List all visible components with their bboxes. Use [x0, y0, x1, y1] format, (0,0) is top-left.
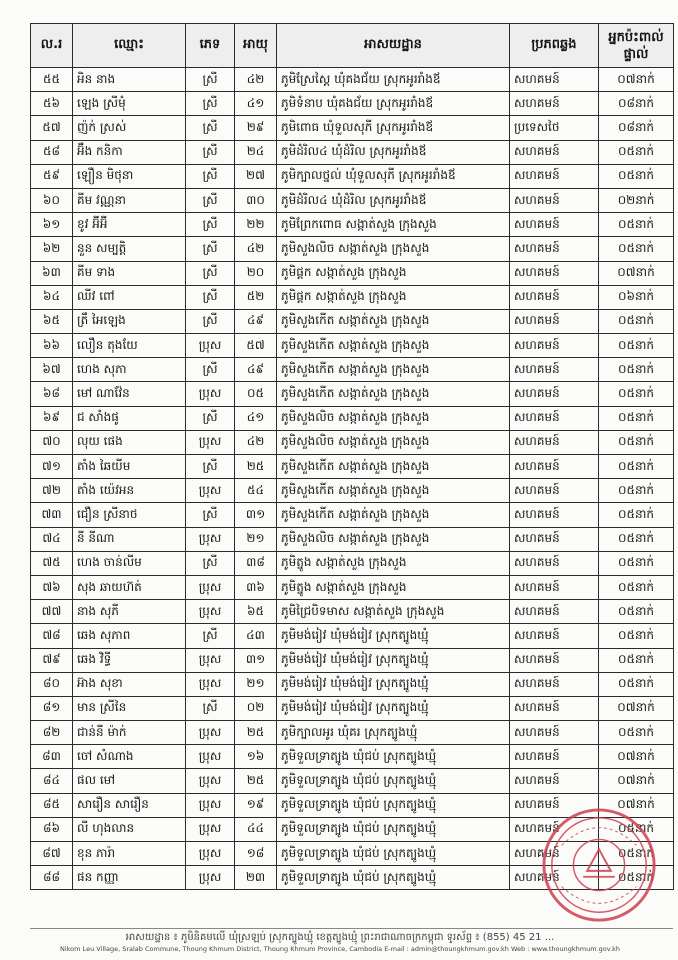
patient-age: ៣១ [235, 503, 277, 527]
row-number: ៨៧ [31, 842, 73, 866]
table-row [31, 237, 674, 261]
patient-address: ភូមិដំរិល៤ ឃុំដំរិល ស្រុកអូររាំងឪ [277, 140, 510, 164]
table-row [31, 503, 674, 527]
patient-name: ផន កញ្ញា [73, 866, 186, 890]
patient-age: ០២ [235, 696, 277, 720]
patient-age: ៥៤ [235, 479, 277, 503]
patient-address: ភូមិផ្គក សង្កាត់សួង ក្រុងសួង [277, 285, 510, 309]
row-number: ៧៥ [31, 551, 73, 575]
row-number: ៦៨ [31, 382, 73, 406]
patient-age: ៤១ [235, 92, 277, 116]
row-number: ៧៣ [31, 503, 73, 527]
row-number: ៨៨ [31, 866, 73, 890]
patient-address: ភូមិផ្គក សង្កាត់សួង ក្រុងសួង [277, 261, 510, 285]
row-number: ៧៨ [31, 624, 73, 648]
infection-source: សហគមន៍ [510, 237, 599, 261]
patient-sex: ស្រី [186, 551, 235, 575]
row-number: ៦១ [31, 213, 73, 237]
direct-contacts: ០៥នាក់ [599, 600, 674, 624]
patient-age: ១៦ [235, 745, 277, 769]
table-body [31, 68, 674, 890]
patient-name: ផល មៅ [73, 769, 186, 793]
patient-sex: ស្រី [186, 261, 235, 285]
table-row [31, 455, 674, 479]
patient-sex: ស្រី [186, 624, 235, 648]
patient-sex: ប្រុស [186, 721, 235, 745]
row-number: ៦៣ [31, 261, 73, 285]
row-number: ៥៧ [31, 116, 73, 140]
patient-name: ឡេង ស្រីមុំ [73, 92, 186, 116]
patient-name: គីម វណ្ណនា [73, 188, 186, 212]
patient-sex: ប្រុស [186, 842, 235, 866]
patient-age: ៣០ [235, 188, 277, 212]
infection-source: សហគមន៍ [510, 188, 599, 212]
row-number: ៨២ [31, 721, 73, 745]
table-row [31, 406, 674, 430]
patient-name: ខុន ភារ៉ា [73, 842, 186, 866]
infection-source: សហគមន៍ [510, 164, 599, 188]
direct-contacts: ០៨នាក់ [599, 92, 674, 116]
infection-source: សហគមន៍ [510, 866, 599, 890]
patient-age: ៤៤ [235, 817, 277, 841]
direct-contacts: ០៦នាក់ [599, 285, 674, 309]
table-row [31, 600, 674, 624]
direct-contacts: ០៥នាក់ [599, 334, 674, 358]
header-sex: ភេទ [186, 24, 235, 68]
table-row [31, 116, 674, 140]
patient-sex: ស្រី [186, 237, 235, 261]
table-row [31, 68, 674, 92]
table-row [31, 769, 674, 793]
infection-source: សហគមន៍ [510, 624, 599, 648]
patient-sex: ប្រុស [186, 648, 235, 672]
infection-source: សហគមន៍ [510, 479, 599, 503]
row-number: ៧៧ [31, 600, 73, 624]
patient-name: តាំង យ៉េវអន [73, 479, 186, 503]
direct-contacts: ០៨នាក់ [599, 116, 674, 140]
patient-address: ភូមិសួងលិច សង្កាត់សួង ក្រុងសួង [277, 527, 510, 551]
table-row [31, 479, 674, 503]
patient-address: ភូមិសួងកើត សង្កាត់សួង ក្រុងសួង [277, 334, 510, 358]
table-row [31, 334, 674, 358]
infection-source: សហគមន៍ [510, 309, 599, 333]
infection-source: សហគមន៍ [510, 769, 599, 793]
direct-contacts: ០៥នាក់ [599, 213, 674, 237]
patient-sex: ប្រុស [186, 793, 235, 817]
patient-name: នាង សុភី [73, 600, 186, 624]
table-row [31, 575, 674, 599]
patient-name: នី នីណា [73, 527, 186, 551]
patient-sex: ស្រី [186, 188, 235, 212]
patient-address: ភូមិទួលទ្រាត្បូង ឃុំជប់ ស្រុកត្បូងឃ្មុំ [277, 793, 510, 817]
patient-name: ឡឿន មិថុនា [73, 164, 186, 188]
patient-sex: ប្រុស [186, 745, 235, 769]
patient-address: ភូមិសួងលិច សង្កាត់សួង ក្រុងសួង [277, 406, 510, 430]
infection-source: សហគមន៍ [510, 358, 599, 382]
direct-contacts: ០៥នាក់ [599, 140, 674, 164]
table-row [31, 696, 674, 720]
infection-source: សហគមន៍ [510, 68, 599, 92]
header-name: ឈ្មោះ [73, 24, 186, 68]
infection-source: សហគមន៍ [510, 382, 599, 406]
header-address: អាសយដ្ឋាន [277, 24, 510, 68]
patient-sex: ស្រី [186, 503, 235, 527]
patient-age: ២៥ [235, 769, 277, 793]
patient-name: ឈីវ ពៅ [73, 285, 186, 309]
patient-sex: ស្រី [186, 285, 235, 309]
direct-contacts: ០៥នាក់ [599, 672, 674, 696]
patient-address: ភូមិទួលទ្រាត្បូង ឃុំជប់ ស្រុកត្បូងឃ្មុំ [277, 842, 510, 866]
table-row [31, 309, 674, 333]
patient-name: តាំង ឆៃយីម [73, 455, 186, 479]
table-row [31, 672, 674, 696]
direct-contacts: ០៧នាក់ [599, 769, 674, 793]
patient-age: ៤៣ [235, 624, 277, 648]
patient-age: ៣១ [235, 648, 277, 672]
patient-name: ជឿន ស្រីនាថ [73, 503, 186, 527]
patient-name: ជ សាំងផូ [73, 406, 186, 430]
infection-source: សហគមន៍ [510, 334, 599, 358]
infection-source: សហគមន៍ [510, 793, 599, 817]
patient-address: ភូមិពោធ ឃុំទួលសុភី ស្រុកអូររាំងឪ [277, 116, 510, 140]
table-row [31, 551, 674, 575]
patient-sex: ប្រុស [186, 334, 235, 358]
patient-age: ៤៩ [235, 309, 277, 333]
patient-address: ភូមិទួលទ្រាត្បូង ឃុំជប់ ស្រុកត្បូងឃ្មុំ [277, 817, 510, 841]
patient-age: ៤១ [235, 406, 277, 430]
infection-source: សហគមន៍ [510, 430, 599, 454]
patient-age: ៥៧ [235, 334, 277, 358]
patient-name: ឆេង សុភាព [73, 624, 186, 648]
patient-name: ជាន់នី ម៉ាក់ [73, 721, 186, 745]
direct-contacts: ០៥នាក់ [599, 551, 674, 575]
infection-source: សហគមន៍ [510, 745, 599, 769]
row-number: ៧៦ [31, 575, 73, 599]
direct-contacts: ០៥នាក់ [599, 721, 674, 745]
infection-source: សហគមន៍ [510, 261, 599, 285]
patient-address: ភូមិដំរិល៤ ឃុំដំរិល ស្រុកអូររាំងឪ [277, 188, 510, 212]
footer-address-english: Nikom Leu Village, Sralab Commune, Thoung Khmum District, Thoung Khmum Province, Cambodia E-mail : admin@thoungkhmum.gov.kh Web : www.thoungkhmum.gov.kh [59, 945, 621, 953]
patient-name: អិន នាង [73, 68, 186, 92]
row-number: ៨១ [31, 696, 73, 720]
table-row [31, 92, 674, 116]
direct-contacts: ០៥នាក់ [599, 575, 674, 599]
header-contacts: អ្នកប៉ះពាល់ផ្ទាល់ [599, 24, 674, 68]
patient-age: ២១ [235, 527, 277, 551]
patient-sex: ប្រុស [186, 817, 235, 841]
direct-contacts: ០៥នាក់ [599, 164, 674, 188]
patient-sex: ប្រុស [186, 866, 235, 890]
patient-address: ភូមិសួងកើត សង្កាត់សួង ក្រុងសួង [277, 382, 510, 406]
patient-sex: ស្រី [186, 164, 235, 188]
row-number: ៦៥ [31, 309, 73, 333]
patient-address: ភូមិព្រែកពោធ សង្កាត់សួង ក្រុងសួង [277, 213, 510, 237]
direct-contacts: ០៧នាក់ [599, 68, 674, 92]
patient-age: ៥២ [235, 285, 277, 309]
row-number: ៦០ [31, 188, 73, 212]
table-row [31, 721, 674, 745]
table-row [31, 140, 674, 164]
infection-source: សហគមន៍ [510, 648, 599, 672]
patient-age: ២៧ [235, 164, 277, 188]
table-row [31, 164, 674, 188]
patient-name: មៅ ណាវ៉ែន [73, 382, 186, 406]
row-number: ៧១ [31, 455, 73, 479]
row-number: ៥៦ [31, 92, 73, 116]
row-number: ៧០ [31, 430, 73, 454]
patient-address: ភូមិទំនាប ឃុំគងជ័យ ស្រុកអូររាំងឪ [277, 92, 510, 116]
patient-age: ២៩ [235, 116, 277, 140]
direct-contacts: ០៥នាក់ [599, 817, 674, 841]
patient-age: ៤២ [235, 68, 277, 92]
patient-address: ភូមិសួងលិច សង្កាត់សួង ក្រុងសួង [277, 237, 510, 261]
patient-sex: ស្រី [186, 696, 235, 720]
patient-address: ភូមិត្នូង សង្កាត់សួង ក្រុងសួង [277, 575, 510, 599]
patient-name: ខូវ អ៊ីអ៊ី [73, 213, 186, 237]
infection-source: សហគមន៍ [510, 285, 599, 309]
patient-sex: ស្រី [186, 455, 235, 479]
patient-sex: ស្រី [186, 358, 235, 382]
patient-address: ភូមិសួងលិច សង្កាត់សួង ក្រុងសួង [277, 430, 510, 454]
patient-address: ភូមិមង់រៀវ ឃុំមង់រៀវ ស្រុកត្បូងឃ្មុំ [277, 672, 510, 696]
row-number: ៨៦ [31, 817, 73, 841]
direct-contacts: ០៥នាក់ [599, 382, 674, 406]
patient-name: អ៊ាង សុខា [73, 672, 186, 696]
row-number: ៦៦ [31, 334, 73, 358]
patient-age: ៣៦ [235, 575, 277, 599]
patient-age: ៤២ [235, 237, 277, 261]
table-row [31, 213, 674, 237]
direct-contacts: ០៧នាក់ [599, 793, 674, 817]
direct-contacts: ០៥នាក់ [599, 358, 674, 382]
patient-sex: ប្រុស [186, 600, 235, 624]
direct-contacts: ០៧នាក់ [599, 261, 674, 285]
table-row [31, 430, 674, 454]
patient-sex: ស្រី [186, 213, 235, 237]
table-row [31, 261, 674, 285]
patient-name: ហេង ចាន់លីម [73, 551, 186, 575]
infection-source: ប្រទេសថៃ [510, 116, 599, 140]
patient-address: ភូមិជ្រៃបិទមាស សង្កាត់សួង ក្រុងសួង [277, 600, 510, 624]
patient-sex: ស្រី [186, 406, 235, 430]
patient-name: លុយ ផេង [73, 430, 186, 454]
patient-address: ភូមិសួងកើត សង្កាត់សួង ក្រុងសួង [277, 309, 510, 333]
patient-age: ១៩ [235, 793, 277, 817]
direct-contacts: ០៥នាក់ [599, 430, 674, 454]
direct-contacts: ០៥នាក់ [599, 866, 674, 890]
infection-source: សហគមន៍ [510, 696, 599, 720]
patient-address: ភូមិក្បាលថ្នល់ ឃុំទួលសុភី ស្រុកអូររាំងឪ [277, 164, 510, 188]
patient-name: គីម ទាង [73, 261, 186, 285]
patient-sex: ស្រី [186, 116, 235, 140]
row-number: ៧៤ [31, 527, 73, 551]
patient-address: ភូមិសួងកើត សង្កាត់សួង ក្រុងសួង [277, 503, 510, 527]
table-row [31, 527, 674, 551]
patient-age: ២៥ [235, 721, 277, 745]
table-header-row [31, 24, 674, 68]
infection-source: សហគមន៍ [510, 575, 599, 599]
infection-source: សហគមន៍ [510, 92, 599, 116]
patient-address: ភូមិសួងកើត សង្កាត់សួង ក្រុងសួង [277, 455, 510, 479]
row-number: ៧៩ [31, 648, 73, 672]
patient-address: ភូមិត្នូង សង្កាត់សួង ក្រុងសួង [277, 551, 510, 575]
patient-address: ភូមិទួលទ្រាត្បូង ឃុំជប់ ស្រុកត្បូងឃ្មុំ [277, 745, 510, 769]
patient-age: ៣៨ [235, 551, 277, 575]
row-number: ៥៨ [31, 140, 73, 164]
patient-address: ភូមិសួងកើត សង្កាត់សួង ក្រុងសួង [277, 358, 510, 382]
table-row [31, 624, 674, 648]
patient-name: ញ៉ក់ ស្រស់ [73, 116, 186, 140]
patient-name: លី ហុងលាន [73, 817, 186, 841]
patient-sex: ប្រុស [186, 382, 235, 406]
direct-contacts: ០៥នាក់ [599, 406, 674, 430]
patient-name: ហេង សុភា [73, 358, 186, 382]
direct-contacts: ០៥នាក់ [599, 648, 674, 672]
patient-address: ភូមិស្រែស្តៃ ឃុំគងជ័យ ស្រុកអូររាំងឪ [277, 68, 510, 92]
direct-contacts: ០២នាក់ [599, 188, 674, 212]
infection-source: សហគមន៍ [510, 817, 599, 841]
row-number: ៦៩ [31, 406, 73, 430]
direct-contacts: ០៥នាក់ [599, 503, 674, 527]
direct-contacts: ០៥នាក់ [599, 842, 674, 866]
infection-source: សហគមន៍ [510, 721, 599, 745]
patient-age: ១៨ [235, 842, 277, 866]
infection-source: សហគមន៍ [510, 140, 599, 164]
patient-age: ២៣ [235, 866, 277, 890]
infection-source: សហគមន៍ [510, 213, 599, 237]
patient-address: ភូមិទួលទ្រាត្បូង ឃុំជប់ ស្រុកត្បូងឃ្មុំ [277, 769, 510, 793]
infection-source: សហគមន៍ [510, 406, 599, 430]
patient-sex: ប្រុស [186, 769, 235, 793]
infection-source: សហគមន៍ [510, 672, 599, 696]
header-no: ល.រ [31, 24, 73, 68]
table-row [31, 358, 674, 382]
patient-sex: ប្រុស [186, 575, 235, 599]
patient-address: ភូមិទួលទ្រាត្បូង ឃុំជប់ ស្រុកត្បូងឃ្មុំ [277, 866, 510, 890]
patient-name: លឿន តុងយែ [73, 334, 186, 358]
table-row [31, 745, 674, 769]
direct-contacts: ០៥នាក់ [599, 624, 674, 648]
patient-address: ភូមិមង់រៀវ ឃុំមង់រៀវ ស្រុកត្បូងឃ្មុំ [277, 648, 510, 672]
patient-address: ភូមិមង់រៀវ ឃុំមង់រៀវ ស្រុកត្បូងឃ្មុំ [277, 624, 510, 648]
row-number: ៦៤ [31, 285, 73, 309]
patient-name: អ៊ឹង កនិកា [73, 140, 186, 164]
infection-source: សហគមន៍ [510, 842, 599, 866]
patient-sex: ស្រី [186, 309, 235, 333]
patient-sex: ស្រី [186, 92, 235, 116]
infection-source: សហគមន៍ [510, 527, 599, 551]
patient-sex: ប្រុស [186, 672, 235, 696]
row-number: ៨៤ [31, 769, 73, 793]
direct-contacts: ០៥នាក់ [599, 237, 674, 261]
infection-source: សហគមន៍ [510, 455, 599, 479]
direct-contacts: ០៥នាក់ [599, 479, 674, 503]
row-number: ៨៣ [31, 745, 73, 769]
row-number: ៦៧ [31, 358, 73, 382]
patient-sex: ប្រុស [186, 430, 235, 454]
row-number: ៥៥ [31, 68, 73, 92]
row-number: ៨៥ [31, 793, 73, 817]
patient-age: ២៤ [235, 140, 277, 164]
infection-source: សហគមន៍ [510, 600, 599, 624]
patient-age: ២១ [235, 672, 277, 696]
direct-contacts: ០៧នាក់ [599, 696, 674, 720]
table-row [31, 285, 674, 309]
table-row [31, 648, 674, 672]
direct-contacts: ០៥នាក់ [599, 455, 674, 479]
patient-name: សុង ឆាយហ៊ត់ [73, 575, 186, 599]
row-number: ៧២ [31, 479, 73, 503]
patient-age: ៤២ [235, 430, 277, 454]
patient-sex: ស្រី [186, 68, 235, 92]
direct-contacts: ០៧នាក់ [599, 745, 674, 769]
patient-name: ត្រឹ អៃឡេង [73, 309, 186, 333]
infection-source: សហគមន៍ [510, 503, 599, 527]
row-number: ៨០ [31, 672, 73, 696]
row-number: ៦២ [31, 237, 73, 261]
patient-address: ភូមិមង់រៀវ ឃុំមង់រៀវ ស្រុកត្បូងឃ្មុំ [277, 696, 510, 720]
patient-age: ៦៥ [235, 600, 277, 624]
patient-address: ភូមិសួងកើត សង្កាត់សួង ក្រុងសួង [277, 479, 510, 503]
infection-source: សហគមន៍ [510, 551, 599, 575]
row-number: ៥៩ [31, 164, 73, 188]
patient-sex: ស្រី [186, 140, 235, 164]
patient-name: នួន សម្បត្តិ [73, 237, 186, 261]
patient-name: ចៅ សំណាង [73, 745, 186, 769]
table-row [31, 188, 674, 212]
footer-address-khmer: អាសយដ្ឋាន ៖ ភូមិនិគមលើ ឃុំស្រឡប់ ស្រុកត្បូងឃ្មុំ ខេត្តត្បូងឃ្មុំ ព្រះរាជាណាចក្រកម្ពុជា ទូរស័ព្ទ ៖ (855) 45 21 ... [125, 932, 555, 943]
patient-name: មាន ស្រីនៃ [73, 696, 186, 720]
patient-age: ២០ [235, 261, 277, 285]
header-age: អាយុ [235, 24, 277, 68]
patient-sex: ប្រុស [186, 527, 235, 551]
patient-name: សារឿន សារឿន [73, 793, 186, 817]
patient-address: ភូមិក្បាលអូរ ឃុំគរ ស្រុកត្បូងឃ្មុំ [277, 721, 510, 745]
footer [20, 931, 660, 954]
table-row [31, 382, 674, 406]
patient-age: ០៥ [235, 382, 277, 406]
patients-table [30, 23, 674, 890]
direct-contacts: ០៥នាក់ [599, 309, 674, 333]
patient-age: ៤៩ [235, 358, 277, 382]
patient-name: ឆេង វិទ្ធី [73, 648, 186, 672]
header-source: ប្រភពឆ្លង [510, 24, 599, 68]
patient-sex: ប្រុស [186, 479, 235, 503]
patient-age: ២២ [235, 213, 277, 237]
patient-age: ២៥ [235, 455, 277, 479]
direct-contacts: ០៥នាក់ [599, 527, 674, 551]
footer-divider [30, 928, 673, 929]
official-seal-stamp [540, 806, 658, 924]
